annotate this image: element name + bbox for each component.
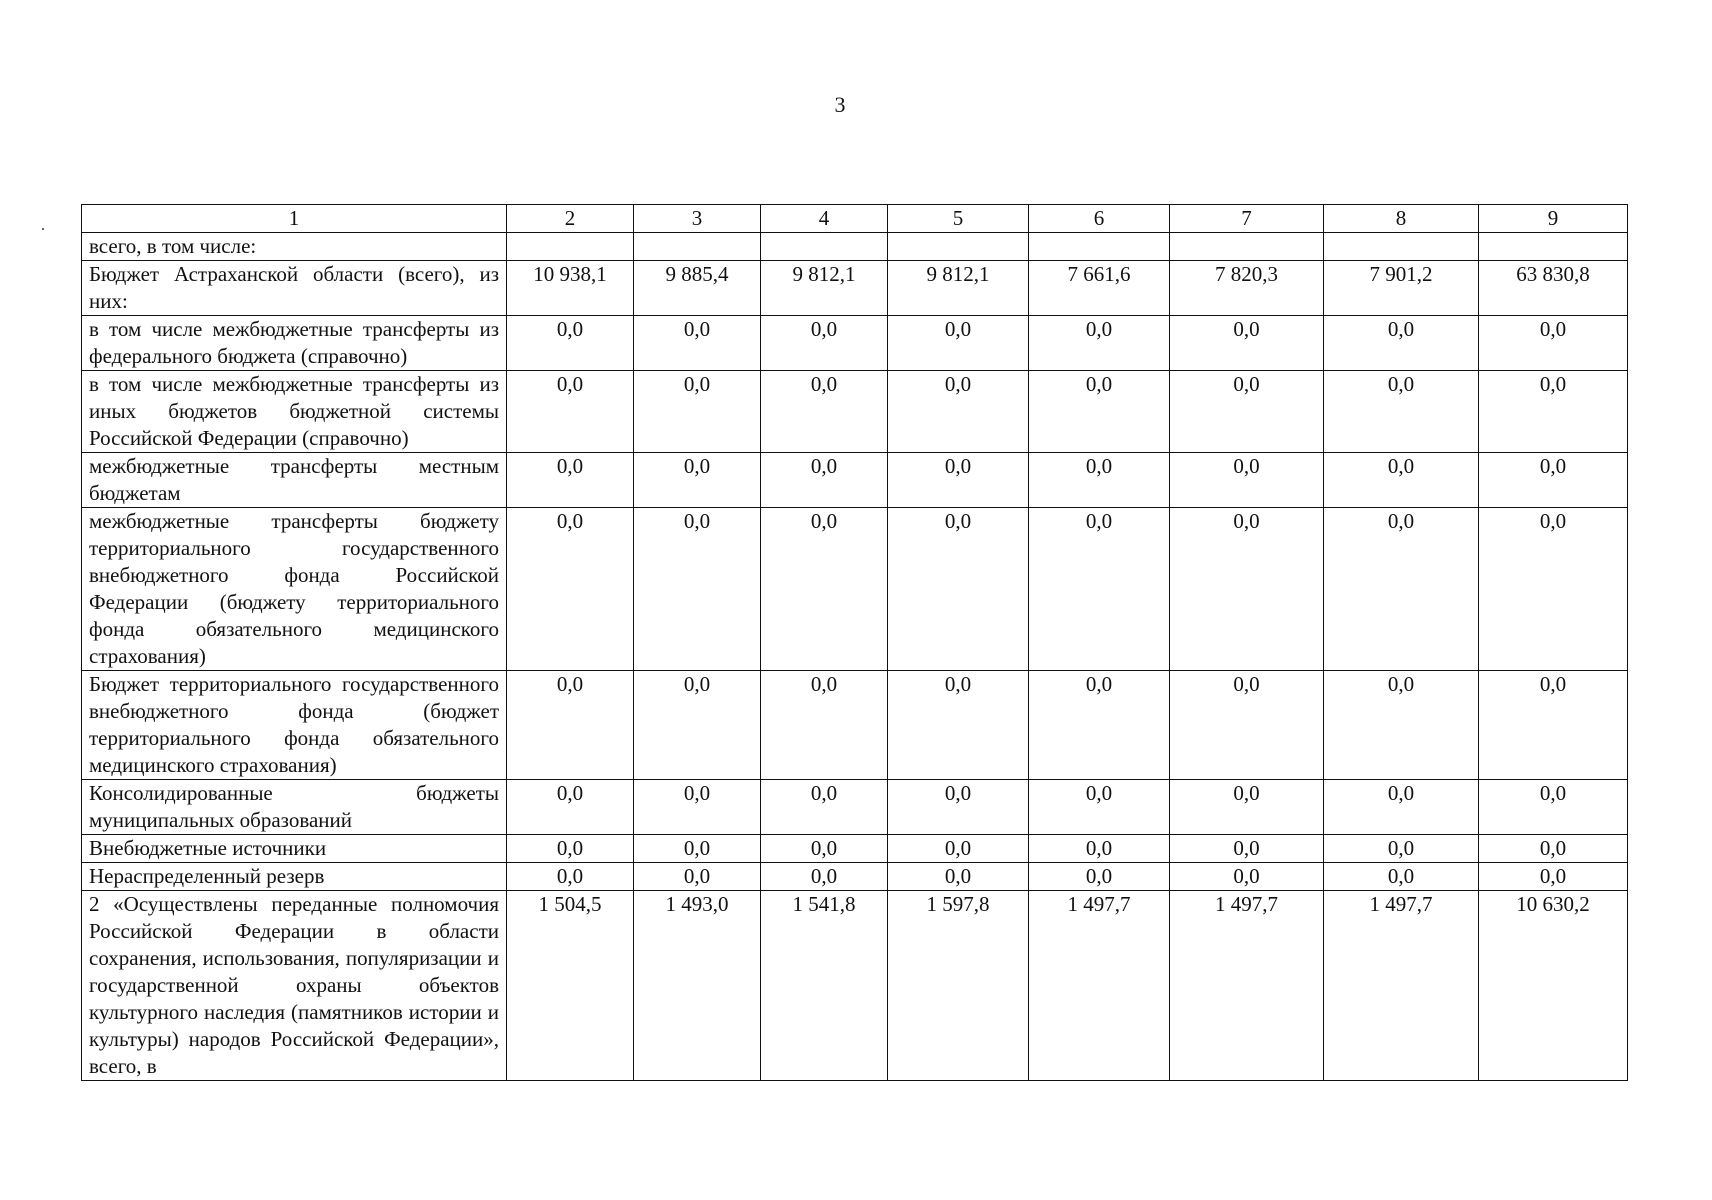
table-row	[82, 371, 1628, 453]
cell-value-col-9: 0,0	[1479, 671, 1628, 780]
row-label: Внебюджетные источники	[82, 835, 507, 863]
cell-value-col-7: 0,0	[1170, 835, 1324, 863]
budget-table	[81, 204, 1628, 1081]
cell-value-col-2: 10 938,1	[507, 261, 634, 316]
column-header-9: 9	[1479, 205, 1628, 233]
cell-value-col-7: 0,0	[1170, 316, 1324, 371]
cell-value-col-7	[1170, 233, 1324, 261]
row-label: Консолидированные бюджеты муниципальных образований	[82, 780, 507, 835]
cell-value-col-2: 0,0	[507, 863, 634, 891]
cell-value-col-5: 0,0	[888, 780, 1029, 835]
cell-value-col-3: 0,0	[634, 671, 761, 780]
column-header-1: 1	[82, 205, 507, 233]
table-row	[82, 508, 1628, 671]
cell-value-col-6: 7 661,6	[1029, 261, 1170, 316]
column-header-4: 4	[761, 205, 888, 233]
cell-value-col-4: 0,0	[761, 835, 888, 863]
row-label: Бюджет территориального государственного внебюджетного фонда (бюджет территориального фонда обязательного медицинского страхования)	[82, 671, 507, 780]
column-header-7: 7	[1170, 205, 1324, 233]
cell-value-col-2: 0,0	[507, 835, 634, 863]
cell-value-col-7: 0,0	[1170, 453, 1324, 508]
row-label: Бюджет Астраханской области (всего), из них:	[82, 261, 507, 316]
cell-value-col-7: 0,0	[1170, 508, 1324, 671]
cell-value-col-5: 0,0	[888, 835, 1029, 863]
cell-value-col-2	[507, 233, 634, 261]
cell-value-col-4: 0,0	[761, 863, 888, 891]
cell-value-col-4: 0,0	[761, 453, 888, 508]
page-number: 3	[834, 92, 846, 117]
cell-value-col-4: 0,0	[761, 780, 888, 835]
table-row	[82, 780, 1628, 835]
cell-value-col-2: 0,0	[507, 780, 634, 835]
cell-value-col-7: 0,0	[1170, 371, 1324, 453]
cell-value-col-2: 0,0	[507, 671, 634, 780]
cell-value-col-4: 0,0	[761, 316, 888, 371]
cell-value-col-3: 0,0	[634, 508, 761, 671]
cell-value-col-9: 0,0	[1479, 835, 1628, 863]
cell-value-col-8: 0,0	[1324, 508, 1479, 671]
table-row	[82, 863, 1628, 891]
cell-value-col-8: 0,0	[1324, 780, 1479, 835]
table-body	[82, 205, 1628, 1081]
cell-value-col-5: 0,0	[888, 863, 1029, 891]
cell-value-col-4: 9 812,1	[761, 261, 888, 316]
cell-value-col-4: 0,0	[761, 671, 888, 780]
cell-value-col-9: 10 630,2	[1479, 891, 1628, 1081]
column-header-3: 3	[634, 205, 761, 233]
cell-value-col-3: 0,0	[634, 453, 761, 508]
row-label: 2 «Осуществлены переданные полномочия Российской Федерации в области сохранения, использования, популяризации и государственной охраны объектов культурного наследия (памятников истории и культуры) народов Российской Федерации», всего, в	[82, 891, 507, 1081]
column-header-8: 8	[1324, 205, 1479, 233]
cell-value-col-3: 9 885,4	[634, 261, 761, 316]
table-row	[82, 316, 1628, 371]
cell-value-col-4	[761, 233, 888, 261]
table-row	[82, 891, 1628, 1081]
row-label: в том числе межбюджетные трансферты из иных бюджетов бюджетной системы Российской Федерации (справочно)	[82, 371, 507, 453]
cell-value-col-9: 0,0	[1479, 508, 1628, 671]
cell-value-col-3: 1 493,0	[634, 891, 761, 1081]
column-header-2: 2	[507, 205, 634, 233]
cell-value-col-6	[1029, 233, 1170, 261]
cell-value-col-9: 0,0	[1479, 453, 1628, 508]
cell-value-col-2: 1 504,5	[507, 891, 634, 1081]
cell-value-col-9: 0,0	[1479, 371, 1628, 453]
row-label: Нераспределенный резерв	[82, 863, 507, 891]
row-label: всего, в том числе:	[82, 233, 507, 261]
cell-value-col-7: 0,0	[1170, 671, 1324, 780]
cell-value-col-6: 1 497,7	[1029, 891, 1170, 1081]
cell-value-col-8: 0,0	[1324, 371, 1479, 453]
cell-value-col-8: 0,0	[1324, 671, 1479, 780]
cell-value-col-5: 0,0	[888, 671, 1029, 780]
cell-value-col-2: 0,0	[507, 316, 634, 371]
cell-value-col-2: 0,0	[507, 371, 634, 453]
cell-value-col-8	[1324, 233, 1479, 261]
table-row	[82, 233, 1628, 261]
row-label: в том числе межбюджетные трансферты из федерального бюджета (справочно)	[82, 316, 507, 371]
cell-value-col-7: 0,0	[1170, 863, 1324, 891]
cell-value-col-3: 0,0	[634, 863, 761, 891]
cell-value-col-3: 0,0	[634, 316, 761, 371]
cell-value-col-8: 1 497,7	[1324, 891, 1479, 1081]
row-label: межбюджетные трансферты бюджету территориального государственного внебюджетного фонда Российской Федерации (бюджету территориального фонда обязательного медицинского страхования)	[82, 508, 507, 671]
cell-value-col-5: 0,0	[888, 508, 1029, 671]
cell-value-col-3	[634, 233, 761, 261]
cell-value-col-5: 0,0	[888, 371, 1029, 453]
cell-value-col-8: 0,0	[1324, 453, 1479, 508]
cell-value-col-6: 0,0	[1029, 863, 1170, 891]
cell-value-col-5: 1 597,8	[888, 891, 1029, 1081]
cell-value-col-8: 0,0	[1324, 835, 1479, 863]
cell-value-col-4: 0,0	[761, 371, 888, 453]
cell-value-col-2: 0,0	[507, 508, 634, 671]
cell-value-col-9: 0,0	[1479, 780, 1628, 835]
table-row	[82, 261, 1628, 316]
cell-value-col-5: 9 812,1	[888, 261, 1029, 316]
cell-value-col-9: 0,0	[1479, 316, 1628, 371]
cell-value-col-3: 0,0	[634, 371, 761, 453]
cell-value-col-9	[1479, 233, 1628, 261]
cell-value-col-6: 0,0	[1029, 671, 1170, 780]
cell-value-col-6: 0,0	[1029, 453, 1170, 508]
column-header-6: 6	[1029, 205, 1170, 233]
cell-value-col-8: 7 901,2	[1324, 261, 1479, 316]
cell-value-col-6: 0,0	[1029, 508, 1170, 671]
cell-value-col-3: 0,0	[634, 780, 761, 835]
cell-value-col-8: 0,0	[1324, 863, 1479, 891]
table-row	[82, 671, 1628, 780]
cell-value-col-7: 1 497,7	[1170, 891, 1324, 1081]
cell-value-col-9: 0,0	[1479, 863, 1628, 891]
cell-value-col-7: 7 820,3	[1170, 261, 1324, 316]
column-header-5: 5	[888, 205, 1029, 233]
cell-value-col-6: 0,0	[1029, 780, 1170, 835]
cell-value-col-5: 0,0	[888, 453, 1029, 508]
cell-value-col-4: 0,0	[761, 508, 888, 671]
cell-value-col-9: 63 830,8	[1479, 261, 1628, 316]
cell-value-col-3: 0,0	[634, 835, 761, 863]
cell-value-col-6: 0,0	[1029, 316, 1170, 371]
header-row	[82, 205, 1628, 233]
cell-value-col-8: 0,0	[1324, 316, 1479, 371]
row-label: межбюджетные трансферты местным бюджетам	[82, 453, 507, 508]
cell-value-col-6: 0,0	[1029, 835, 1170, 863]
scan-speck	[42, 228, 44, 230]
table-row	[82, 835, 1628, 863]
table-row	[82, 453, 1628, 508]
cell-value-col-6: 0,0	[1029, 371, 1170, 453]
cell-value-col-5	[888, 233, 1029, 261]
cell-value-col-7: 0,0	[1170, 780, 1324, 835]
cell-value-col-4: 1 541,8	[761, 891, 888, 1081]
cell-value-col-5: 0,0	[888, 316, 1029, 371]
cell-value-col-2: 0,0	[507, 453, 634, 508]
